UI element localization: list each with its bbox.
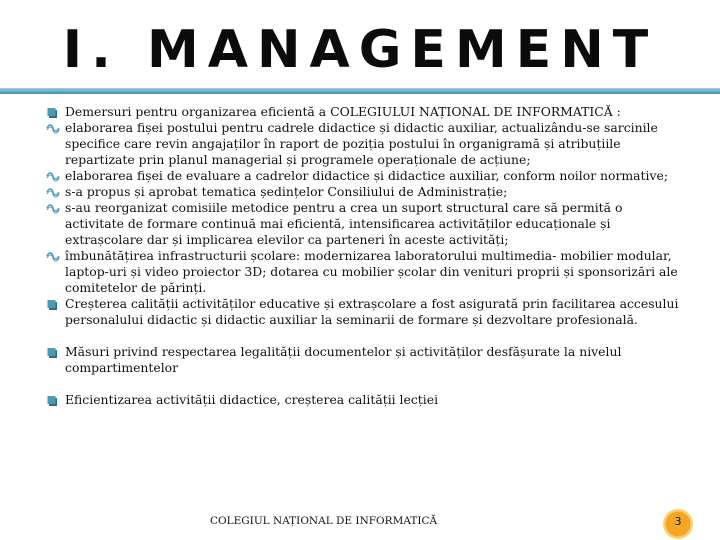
swirl-bullet-icon: [46, 168, 60, 184]
list-item-text: îmbunătățirea infrastructurii școlare: modernizarea laboratorului multimedia- mobilier modular, laptop-uri și video proiector 3D; dotarea cu mobilier școlar din venituri proprii și sponsorizări ale comitetelor de părinți.: [65, 248, 678, 295]
spacer: [46, 328, 682, 344]
list-item: [46, 184, 682, 200]
swirl-bullet-icon: [46, 120, 60, 136]
footer-text: COLEGIUL NAȚIONAL DE INFORMATICĂ: [210, 515, 438, 527]
page-number: 3: [674, 515, 682, 528]
square-bullet-icon: [46, 344, 60, 360]
list-item-text: elaborarea fișei de evaluare a cadrelor didactice și didactice auxiliar, conform noilor normative;: [65, 168, 669, 183]
list-item-text: Demersuri pentru organizarea eficientă a COLEGIULUI NAȚIONAL DE INFORMATICĂ :: [65, 104, 621, 119]
square-bullet-icon: [46, 392, 60, 408]
swirl-bullet-icon: [46, 248, 60, 264]
bullet-list: [46, 104, 682, 408]
list-item: [46, 168, 682, 184]
list-item: [46, 120, 682, 168]
spacer: [46, 376, 682, 392]
list-item: [46, 296, 682, 328]
list-item-text: elaborarea fișei postului pentru cadrele didactice și didactic auxiliar, actualizându-se sarcinile specifice care revin angajaților în raport de poziția postului în organigramă și atribuțiile repartizate prin planul managerial și programele operaționale de acțiune;: [65, 120, 658, 167]
list-item: [46, 248, 682, 296]
swirl-bullet-icon: [46, 200, 60, 216]
list-item: [46, 104, 682, 120]
list-item-text: Creșterea calității activităților educative și extrașcolare a fost asigurată prin facilitarea accesului personalului didactic și didactic auxiliar la seminarii de formare și dezvoltare profesională.: [65, 296, 679, 327]
square-bullet-icon: [46, 296, 60, 312]
list-item-text: s-au reorganizat comisiile metodice pentru a crea un suport structural care să permită o activitate de formare continuă mai eficientă, intensificarea activităților educaționale și extrașcolare dar și implicarea elevilor ca parteneri în aceste activități;: [65, 200, 623, 247]
list-item: [46, 344, 682, 376]
title-underline: [0, 88, 720, 94]
swirl-bullet-icon: [46, 184, 60, 200]
list-item-text: s-a propus și aprobat tematica ședințelor Consiliului de Administrație;: [65, 184, 508, 199]
list-item-text: Eficientizarea activității didactice, creșterea calității lecției: [65, 392, 439, 407]
list-item: [46, 392, 682, 408]
list-item: [46, 200, 682, 248]
list-item-text: Măsuri privind respectarea legalității documentelor și activităților desfășurate la nivelul compartimentelor: [65, 344, 622, 375]
page-title: I. MANAGEMENT: [62, 20, 658, 80]
square-bullet-icon: [46, 104, 60, 120]
